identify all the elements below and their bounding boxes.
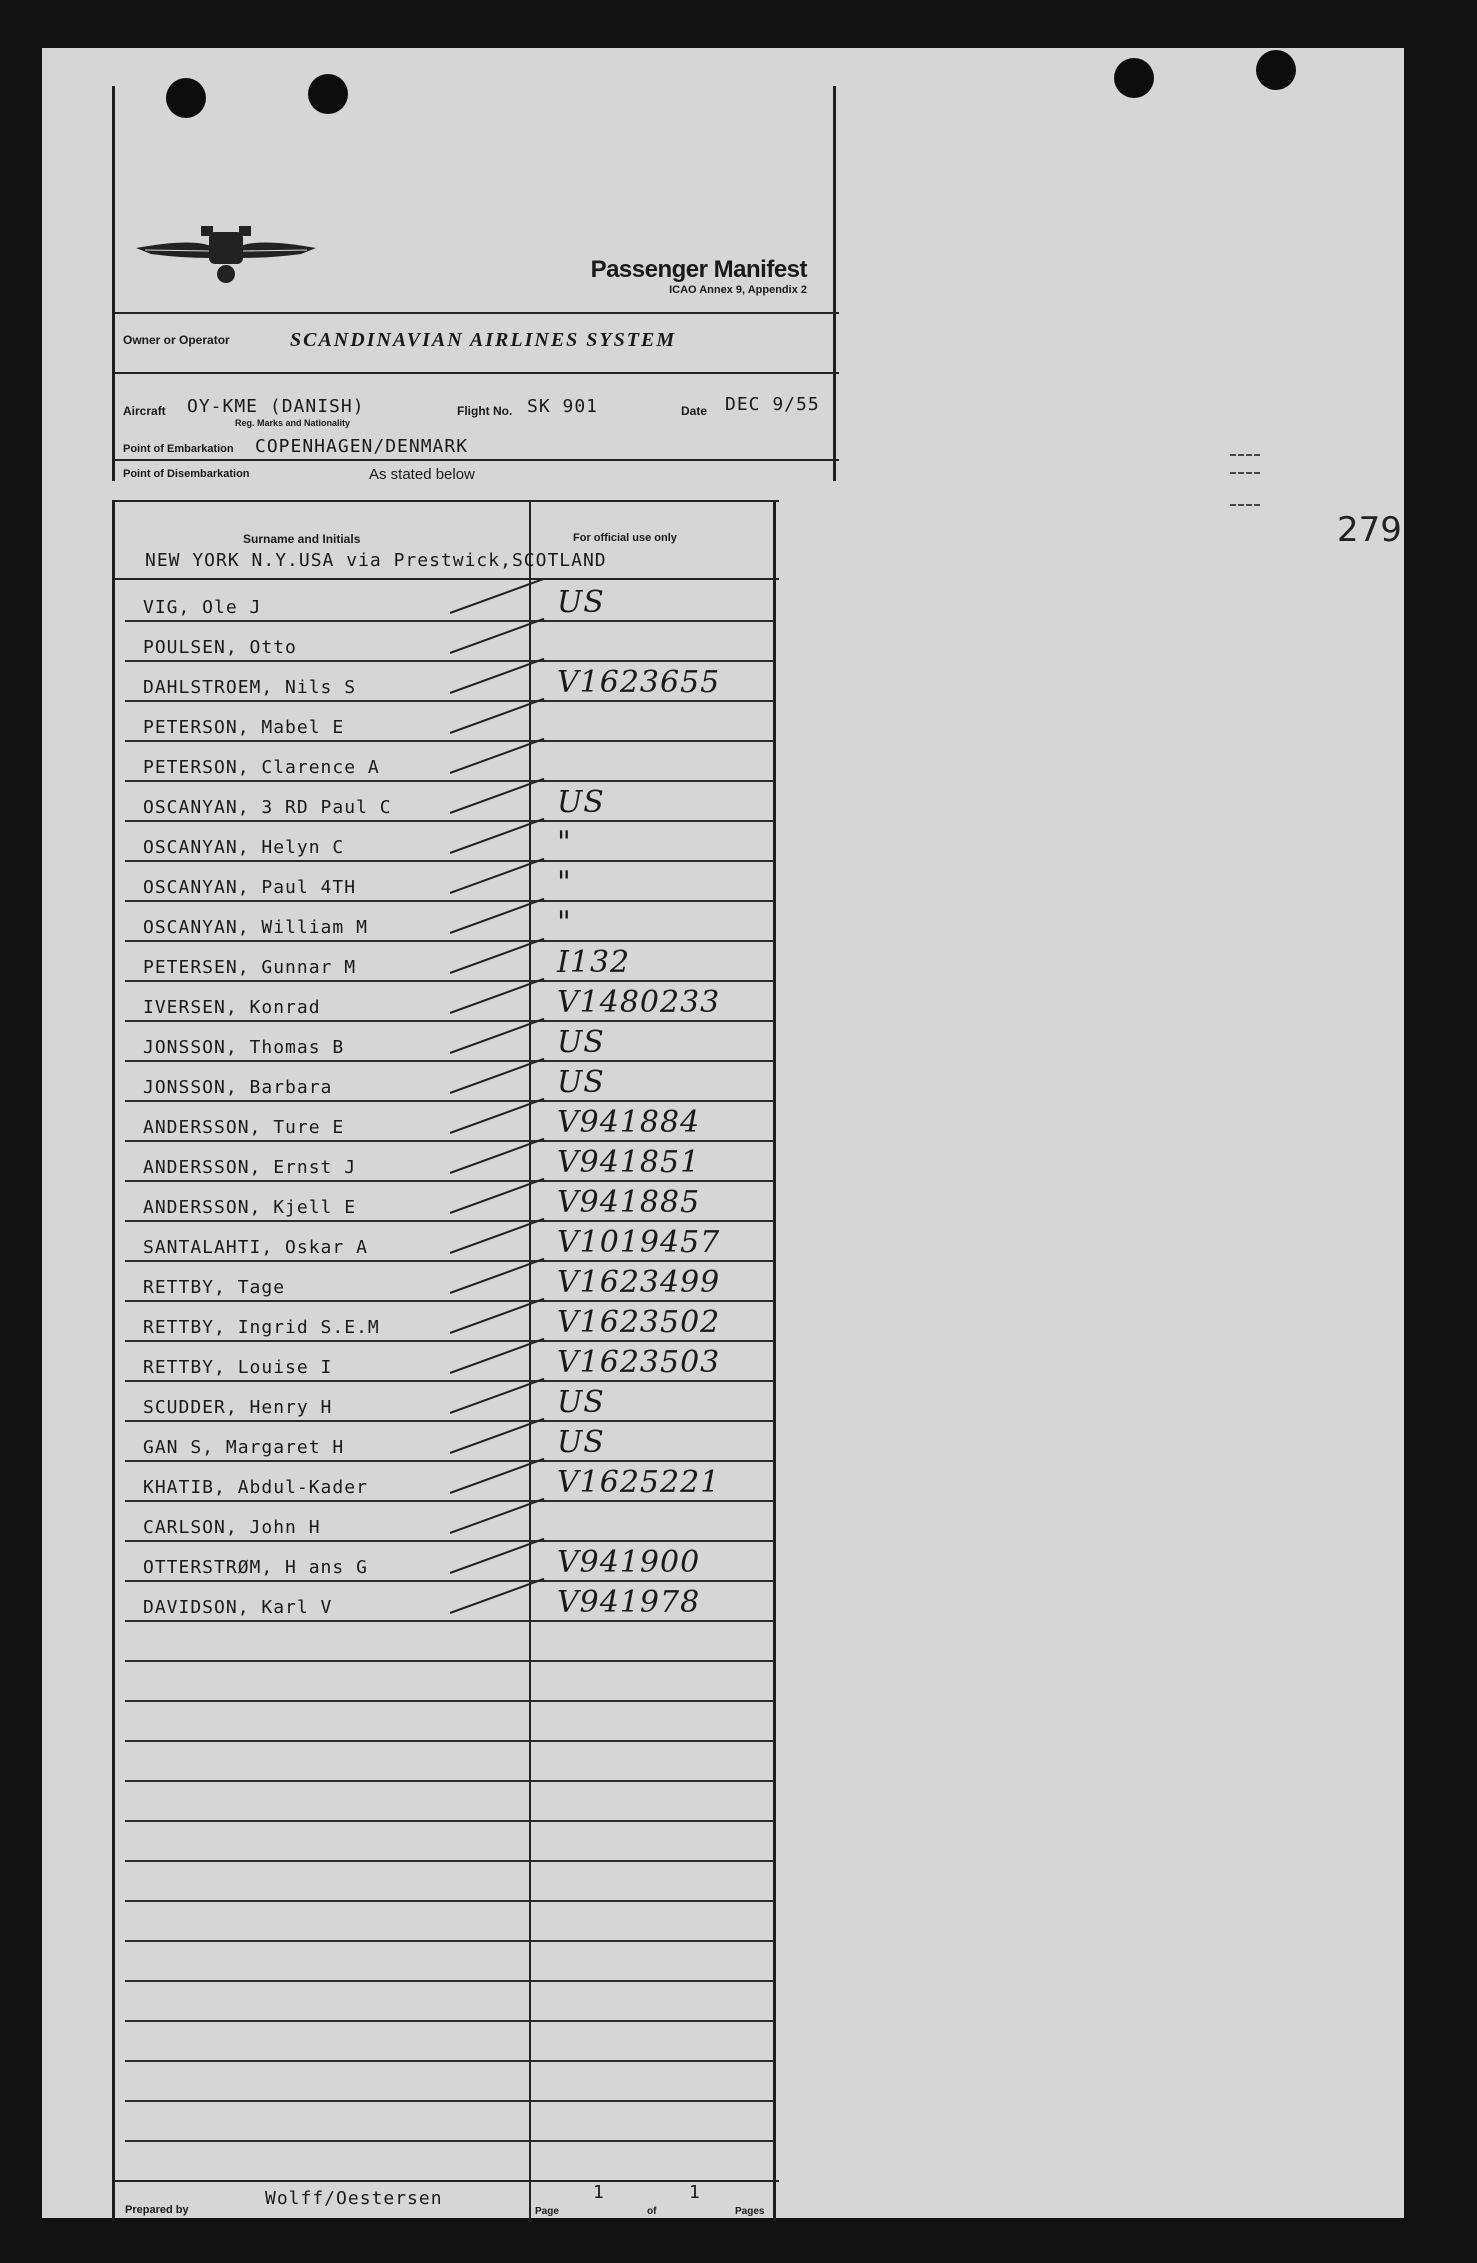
official-notation: US [557,1425,605,1460]
check-mark [450,1018,545,1054]
punch-hole [1256,50,1296,90]
of-label: of [647,2206,657,2217]
disembark-label: Point of Disembarkation [123,468,250,480]
check-mark [450,1098,545,1134]
official-notation: V1623499 [557,1265,721,1300]
flight-value: SK 901 [527,396,599,417]
blank-row [125,1780,773,1822]
passenger-row [125,1220,773,1262]
passenger-row [125,1500,773,1542]
passenger-row [125,1580,773,1622]
passenger-row [125,1060,773,1102]
passenger-row [125,620,773,662]
passenger-name: SANTALAHTI, Oskar A [143,1237,368,1258]
official-column-header: For official use only [573,532,677,544]
check-mark [450,1298,545,1334]
blank-row [125,2100,773,2142]
passenger-row [125,740,773,782]
passenger-row [125,1140,773,1182]
passenger-row [125,1380,773,1422]
passenger-name: RETTBY, Louise I [143,1357,333,1378]
margin-mark [1230,454,1260,456]
blank-row [125,2020,773,2062]
check-mark [450,858,545,894]
official-notation: US [557,1025,605,1060]
date-value: DEC 9/55 [725,394,820,415]
official-notation: V1625221 [557,1465,721,1500]
margin-mark [1230,472,1260,474]
divider [115,372,839,374]
divider [115,2180,779,2182]
check-mark [450,1458,545,1494]
passenger-name: CARLSON, John H [143,1517,321,1538]
blank-row [125,1980,773,2022]
operator-label: Owner or Operator [123,333,230,347]
passenger-name: OSCANYAN, Paul 4TH [143,877,357,898]
destination: NEW YORK N.Y.USA via Prestwick,SCOTLAND [145,550,607,571]
official-notation: V941885 [557,1185,701,1220]
passenger-name: OSCANYAN, 3 RD Paul C [143,797,392,818]
prepared-value: Wolff/Oestersen [265,2188,443,2209]
blank-row [125,1620,773,1662]
official-notation: " [557,865,572,900]
check-mark [450,698,545,734]
official-notation: V1623502 [557,1305,721,1340]
embark-label: Point of Embarkation [123,443,234,455]
passenger-name: OSCANYAN, William M [143,917,368,938]
passenger-row [125,1340,773,1382]
passenger-name: JONSSON, Thomas B [143,1037,345,1058]
official-notation: V941978 [557,1585,701,1620]
check-mark [450,738,545,774]
margin-mark [1230,504,1260,506]
official-notation: V1623655 [557,665,721,700]
official-notation: V1623503 [557,1345,721,1380]
check-mark [450,618,545,654]
prepared-label: Prepared by [125,2204,189,2216]
check-mark [450,1538,545,1574]
official-notation: " [557,905,572,940]
check-mark [450,1218,545,1254]
disembark-value: As stated below [369,466,475,483]
reg-label: Reg. Marks and Nationality [235,418,351,428]
operator-value: SCANDINAVIAN AIRLINES SYSTEM [290,329,677,351]
passenger-row [125,660,773,702]
passenger-row [125,780,773,822]
aircraft-value: OY-KME (DANISH) [187,396,365,417]
airline-wings-logo [131,218,321,288]
check-mark [450,818,545,854]
passenger-row [125,1460,773,1502]
check-mark [450,658,545,694]
passenger-name: OTTERSTRØM, H ans G [143,1557,368,1578]
passenger-name: IVERSEN, Konrad [143,997,321,1018]
page-label: Page [535,2206,559,2217]
check-mark [450,1058,545,1094]
passenger-row [125,1420,773,1462]
passenger-row [125,980,773,1022]
official-notation: V1480233 [557,985,721,1020]
name-column-header: Surname and Initials [243,532,361,546]
passenger-name: RETTBY, Tage [143,1277,286,1298]
passenger-name: RETTBY, Ingrid S.E.M [143,1317,380,1338]
blank-row [125,1900,773,1942]
passenger-name: JONSSON, Barbara [143,1077,333,1098]
check-mark [450,1138,545,1174]
official-notation: V941884 [557,1105,701,1140]
official-notation: V941900 [557,1545,701,1580]
passenger-name: PETERSEN, Gunnar M [143,957,357,978]
blank-row [125,1660,773,1702]
official-notation: US [557,785,605,820]
passenger-row [125,700,773,742]
divider [115,500,779,502]
passenger-row [125,1260,773,1302]
passenger-name: OSCANYAN, Helyn C [143,837,345,858]
check-mark [450,938,545,974]
official-notation: I132 [557,945,631,980]
date-label: Date [681,404,708,418]
passenger-name: POULSEN, Otto [143,637,297,658]
check-mark [450,1578,545,1614]
passenger-name: ANDERSSON, Ture E [143,1117,345,1138]
page-value: 1 [593,2182,605,2203]
passenger-name: DAHLSTROEM, Nils S [143,677,357,698]
blank-row [125,1820,773,1862]
passenger-name: ANDERSSON, Ernst J [143,1157,357,1178]
blank-row [125,1940,773,1982]
check-mark [450,898,545,934]
manifest-subtitle: ICAO Annex 9, Appendix 2 [669,284,807,296]
punch-hole [1114,58,1154,98]
passenger-name: SCUDDER, Henry H [143,1397,333,1418]
official-notation: US [557,585,605,620]
flight-label: Flight No. [457,404,513,418]
embark-value: COPENHAGEN/DENMARK [255,436,469,457]
passenger-row [125,860,773,902]
passenger-row [125,940,773,982]
blank-row [125,1740,773,1782]
check-mark [450,1498,545,1534]
manifest-title: Passenger Manifest [590,256,807,283]
passenger-row [125,1540,773,1582]
check-mark [450,578,545,614]
passenger-name: ANDERSSON, Kjell E [143,1197,357,1218]
header-box [112,86,836,481]
divider [115,459,839,461]
official-notation: " [557,825,572,860]
divider [115,312,839,314]
check-mark [450,1178,545,1214]
passenger-row [125,1300,773,1342]
passenger-table [112,500,776,2222]
official-notation: V941851 [557,1145,701,1180]
passenger-name: KHATIB, Abdul-Kader [143,1477,368,1498]
passenger-row [125,1100,773,1142]
passenger-row [125,900,773,942]
passenger-row [125,820,773,862]
passenger-row [125,580,773,622]
passenger-name: PETERSON, Clarence A [143,757,380,778]
passenger-name: DAVIDSON, Karl V [143,1597,333,1618]
pages-label: Pages [735,2206,765,2217]
check-mark [450,778,545,814]
blank-row [125,2060,773,2102]
blank-row [125,1860,773,1902]
passenger-name: PETERSON, Mabel E [143,717,345,738]
total-pages-value: 1 [689,2182,701,2203]
check-mark [450,1258,545,1294]
official-notation: US [557,1385,605,1420]
check-mark [450,1418,545,1454]
passenger-name: VIG, Ole J [143,597,262,618]
footer [115,2180,779,2222]
blank-row [125,2140,773,2182]
check-mark [450,978,545,1014]
official-notation: V1019457 [557,1225,721,1260]
official-notation: US [557,1065,605,1100]
blank-row [125,1700,773,1742]
manifest-form [112,86,836,2222]
passenger-row [125,1180,773,1222]
page-number: 279 [1337,510,1402,550]
aircraft-label: Aircraft [123,404,166,418]
passenger-row [125,1020,773,1062]
check-mark [450,1378,545,1414]
check-mark [450,1338,545,1374]
passenger-name: GAN S, Margaret H [143,1437,345,1458]
